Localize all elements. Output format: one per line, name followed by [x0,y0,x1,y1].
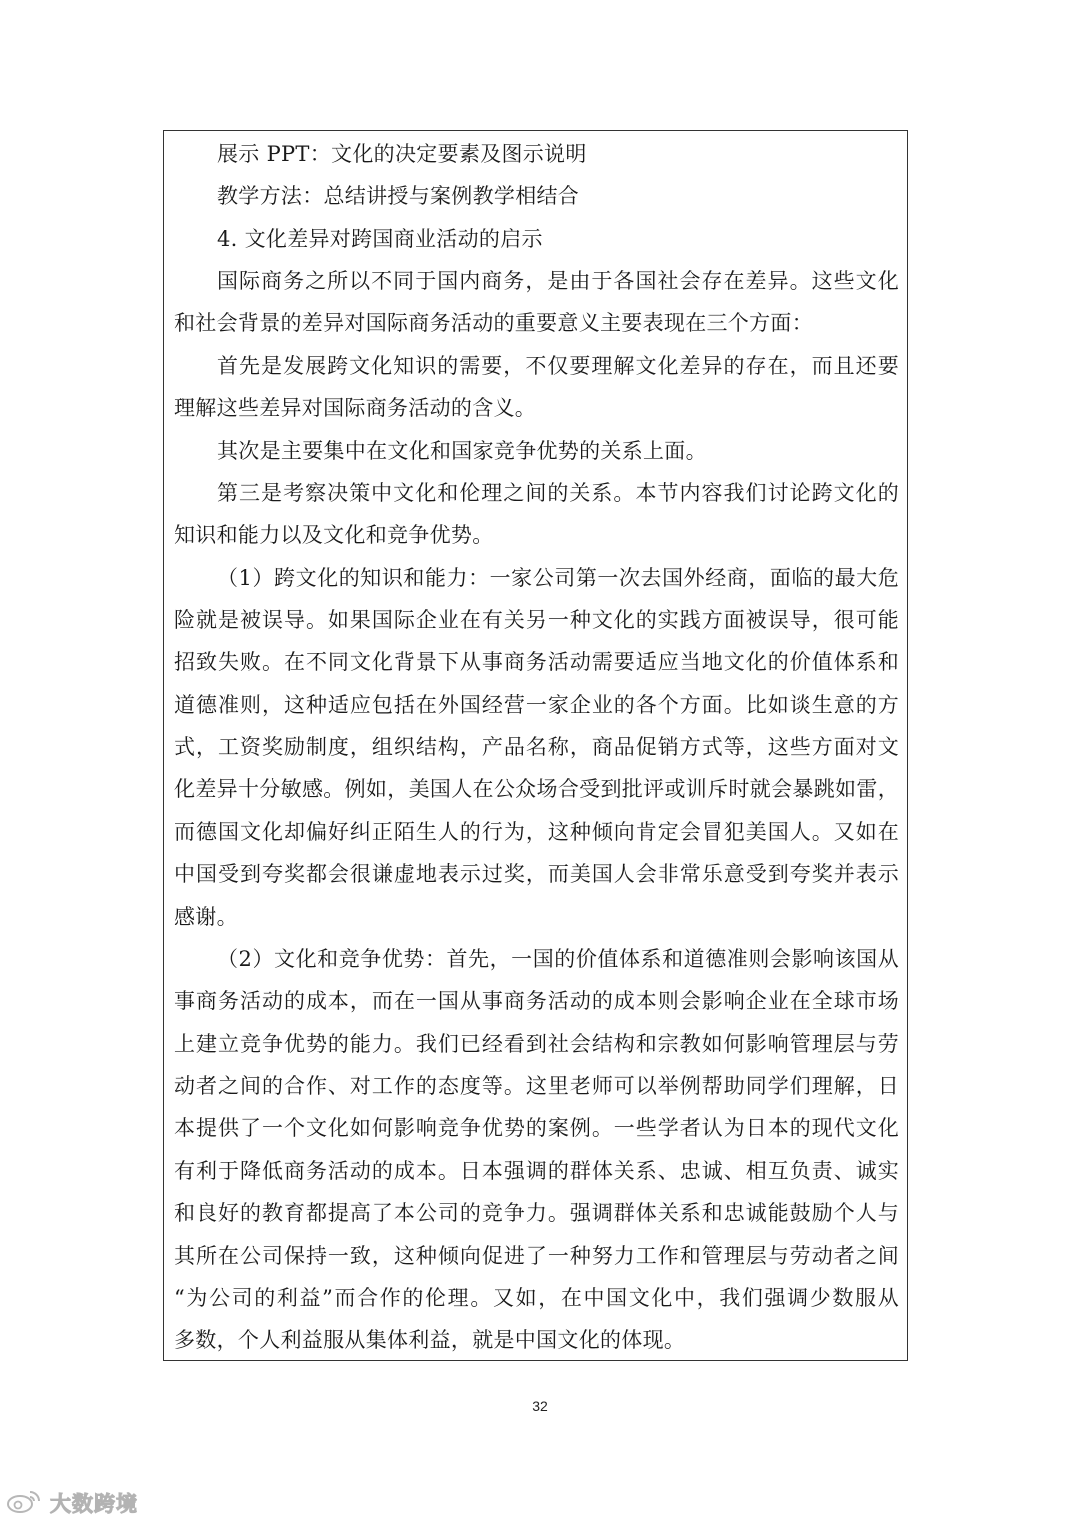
paragraph-line: “为公司的利益”而合作的伦理。又如，在中国文化中，我们强调少数服从 [174,1286,899,1310]
paragraph-line: （2）文化和竞争优势：首先，一国的价值体系和道德准则会影响该国从 [217,947,899,971]
paragraph-line: 和社会背景的差异对国际商务活动的重要意义主要表现在三个方面： [174,311,813,335]
paragraph-line: 动者之间的合作、对工作的态度等。这里老师可以举例帮助同学们理解，日 [174,1074,899,1098]
teaching-method-line: 教学方法：总结讲授与案例教学相结合 [217,184,580,208]
weibo-logo-icon [6,1488,44,1518]
paragraph-line: 知识和能力以及文化和竞争优势。 [174,523,494,547]
paragraph-line: 上建立竞争优势的能力。我们已经看到社会结构和宗教如何影响管理层与劳 [174,1032,899,1056]
paragraph-line: 首先是发展跨文化知识的需要，不仅要理解文化差异的存在，而且还要 [217,354,899,378]
paragraph-line: 和良好的教育都提高了本公司的竞争力。强调群体关系和忠诚能鼓励个人与 [174,1201,899,1225]
paragraph-line: 道德准则，这种适应包括在外国经营一家企业的各个方面。比如谈生意的方 [174,693,899,717]
paragraph-line: 本提供了一个文化如何影响竞争优势的案例。一些学者认为日本的现代文化 [174,1116,899,1140]
paragraph-line: 有利于降低商务活动的成本。日本强调的群体关系、忠诚、相互负责、诚实 [174,1159,899,1183]
page-number: 32 [532,1398,548,1414]
paragraph-line: 多数，个人利益服从集体利益，就是中国文化的体现。 [174,1328,686,1352]
paragraph-line: （1）跨文化的知识和能力：一家公司第一次去国外经商，面临的最大危 [217,566,899,590]
ppt-line: 展示 PPT：文化的决定要素及图示说明 [217,142,587,166]
watermark [6,1488,138,1518]
paragraph-line: 险就是被误导。如果国际企业在有关另一种文化的实践方面被误导，很可能 [174,608,899,632]
paragraph-line: 而德国文化却偏好纠正陌生人的行为，这种倾向肯定会冒犯美国人。又如在 [174,820,899,844]
paragraph-line: 第三是考察决策中文化和伦理之间的关系。本节内容我们讨论跨文化的 [217,481,899,505]
paragraph-line: 其所在公司保持一致，这种倾向促进了一种努力工作和管理层与劳动者之间 [174,1244,899,1268]
document-text-box [163,130,908,1361]
paragraph-line: 国际商务之所以不同于国内商务，是由于各国社会存在差异。这些文化 [217,269,899,293]
paragraph-line: 化差异十分敏感。例如，美国人在公众场合受到批评或训斥时就会暴跳如雷， [174,777,899,801]
paragraph-line: 理解这些差异对国际商务活动的含义。 [174,396,537,420]
paragraph-line: 中国受到夸奖都会很谦虚地表示过奖，而美国人会非常乐意受到夸奖并表示 [174,862,899,886]
paragraph-line: 事商务活动的成本，而在一国从事商务活动的成本则会影响企业在全球市场 [174,989,899,1013]
paragraph-line: 其次是主要集中在文化和国家竞争优势的关系上面。 [217,439,707,463]
paragraph-line: 招致失败。在不同文化背景下从事商务活动需要适应当地文化的价值体系和 [174,650,899,674]
section-heading: 4. 文化差异对跨国商业活动的启示 [217,227,543,251]
paragraph-line: 感谢。 [174,905,238,929]
paragraph-line: 式，工资奖励制度，组织结构，产品名称，商品促销方式等，这些方面对文 [174,735,899,759]
watermark-text: 大数跨境 [50,1492,138,1516]
